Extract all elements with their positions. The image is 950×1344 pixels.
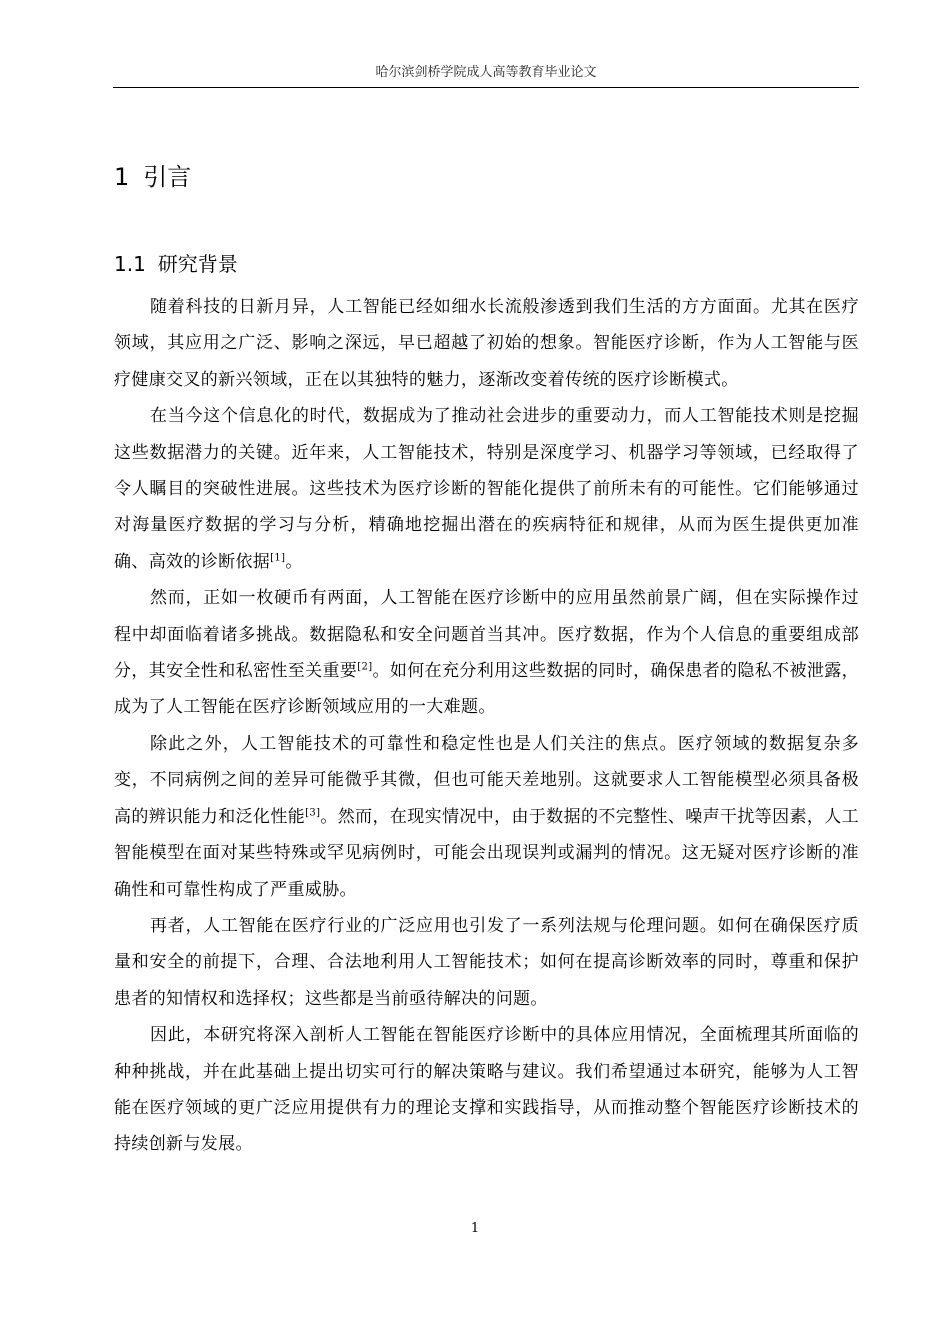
header-divider xyxy=(113,87,859,88)
paragraph-4 xyxy=(114,726,859,908)
paragraph-6 xyxy=(114,1017,859,1163)
chapter-heading xyxy=(114,160,191,194)
page-number: 1 xyxy=(470,1221,480,1236)
body-text xyxy=(114,289,859,1163)
paragraph-text-tail: 。如何在充分利用这些数据的同时，确保患者的隐私不被泄露，成为了人工智能在医疗诊断领域应用的一大难题。 xyxy=(114,661,859,718)
paragraph-text: 然而，正如一枚硬币有两面，人工智能在医疗诊断中的应用虽然前景广阔，但在实际操作过程中却面临着诸多挑战。数据隐私和安全问题首当其冲。医疗数据，作为个人信息的重要组成部分，其安全性和私密性至关重要 xyxy=(114,588,859,682)
paragraph-5 xyxy=(114,908,859,1017)
paragraph-text-tail: 。然而，在现实情况中，由于数据的不完整性、噪声干扰等因素，人工智能模型在面对某些特殊或罕见病例时，可能会出现误判或漏判的情况。这无疑对医疗诊断的准确性和可靠性构成了严重威胁。 xyxy=(114,806,859,900)
chapter-number: 1 xyxy=(114,163,130,191)
citation-2[interactable]: [2] xyxy=(357,661,373,673)
section-title: 研究背景 xyxy=(157,252,238,276)
paragraph-3 xyxy=(114,580,859,726)
header-title: 哈尔滨剑桥学院成人高等教育毕业论文 xyxy=(375,65,597,80)
citation-3[interactable]: [3] xyxy=(305,807,321,819)
paragraph-text: 因此，本研究将深入剖析人工智能在智能医疗诊断中的具体应用情况，全面梳理其所面临的种种挑战，并在此基础上提出切实可行的解决策略与建议。我们希望通过本研究，能够为人工智能在医疗领域的更广泛应用提供有力的理论支撑和实践指导，从而推动整个智能医疗诊断技术的持续创新与发展。 xyxy=(114,1025,859,1155)
page-header xyxy=(113,64,859,82)
paragraph-1 xyxy=(114,289,859,398)
paragraph-2 xyxy=(114,398,859,580)
chapter-title: 引言 xyxy=(143,163,192,191)
paragraph-text: 除此之外，人工智能技术的可靠性和稳定性也是人们关注的焦点。医疗领域的数据复杂多变，不同病例之间的差异可能微乎其微，但也可能天差地别。这就要求人工智能模型必须具备极高的辨识能力和泛化性能 xyxy=(114,733,859,827)
paragraph-text: 在当今这个信息化的时代，数据成为了推动社会进步的重要动力，而人工智能技术则是挖掘这些数据潜力的关键。近年来，人工智能技术，特别是深度学习、机器学习等领域，已经取得了令人瞩目的突破性进展。这些技术为医疗诊断的智能化提供了前所未有的可能性。它们能够通过对海量医疗数据的学习与分析，精确地挖掘出潜在的疾病特征和规律，从而为医生提供更加准确、高效的诊断依据 xyxy=(114,406,859,572)
citation-1[interactable]: [1] xyxy=(270,552,286,564)
paragraph-text: 再者，人工智能在医疗行业的广泛应用也引发了一系列法规与伦理问题。如何在确保医疗质量和安全的前提下，合理、合法地利用人工智能技术；如何在提高诊断效率的同时，尊重和保护患者的知情权和选择权；这些都是当前亟待解决的问题。 xyxy=(114,915,859,1009)
section-number: 1.1 xyxy=(114,252,146,276)
paragraph-text-tail: 。 xyxy=(285,551,303,572)
section-heading xyxy=(114,249,238,279)
paragraph-text: 随着科技的日新月异，人工智能已经如细水长流般渗透到我们生活的方方面面。尤其在医疗领域，其应用之广泛、影响之深远，早已超越了初始的想象。智能医疗诊断，作为人工智能与医疗健康交叉的新兴领域，正在以其独特的魅力，逐渐改变着传统的医疗诊断模式。 xyxy=(114,297,859,390)
